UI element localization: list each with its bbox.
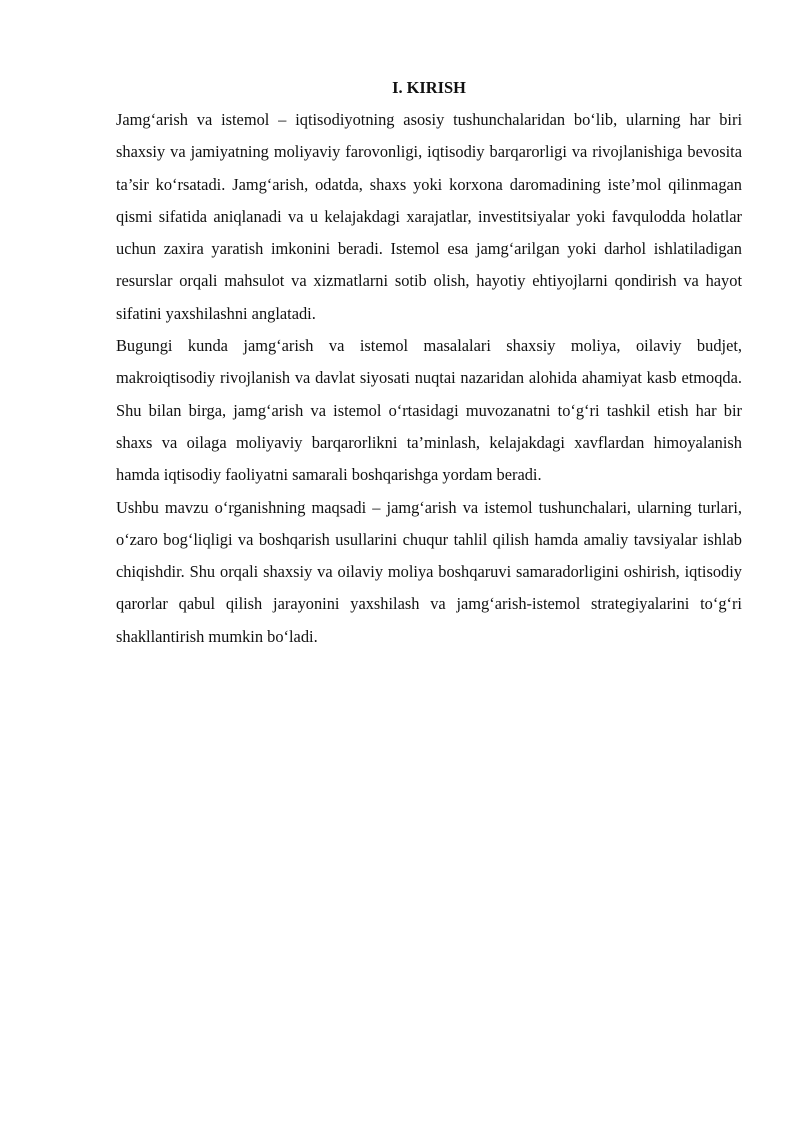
paragraph-intro: Jamg‘arish va istemol – iqtisodiyotning asosiy tushunchalaridan bo‘lib, ularning har biri shaxsiy va jamiyatning moliyaviy farovonligi, iqtisodiy barqarorligi va rivojlanishiga bevosita ta’sir ko‘rsatadi. Jamg‘arish, odatda, shaxs yoki korxona daromadining iste’mol qilinmagan qismi sifatida aniqlanadi va u kelajakdagi xarajatlar, investitsiyalar yoki favqulodda holatlar uchun zaxira yaratish imkonini beradi. Istemol esa jamg‘arilgan yoki darhol ishlatiladigan resurslar orqali mahsulot va xizmatlarni sotib olish, hayotiy ehtiyojlarni qondirish va hayot sifatini yaxshilashni anglatadi. bbox=[116, 110, 742, 323]
section-heading: I. KIRISH bbox=[392, 78, 466, 97]
paragraph-relevance: Bugungi kunda jamg‘arish va istemol masalalari shaxsiy moliya, oilaviy budjet, makroiqtisodiy rivojlanish va davlat siyosati nuqtai nazaridan alohida ahamiyat kasb etmoqda. Shu bilan birga, jamg‘arish va istemol o‘rtasidagi muvozanatni to‘g‘ri tashkil etish har bir shaxs va oilaga moliyaviy barqarorlikni ta’minlash, kelajakdagi xavflardan himoyalanish hamda iqtisodiy faoliyatni samarali boshqarishga yordam beradi. bbox=[116, 336, 742, 485]
document-page bbox=[116, 72, 742, 653]
paragraph-goal: Ushbu mavzu o‘rganishning maqsadi – jamg‘arish va istemol tushunchalari, ularning turlari, o‘zaro bog‘liqligi va boshqarish usullarini chuqur tahlil qilish hamda amaliy tavsiyalar ishlab chiqishdir. Shu orqali shaxsiy va oilaviy moliya boshqaruvi samaradorligini oshirish, iqtisodiy qarorlar qabul qilish jarayonini yaxshilash va jamg‘arish-istemol strategiyalarini to‘g‘ri shakllantirish mumkin bo‘ladi. bbox=[116, 497, 742, 646]
